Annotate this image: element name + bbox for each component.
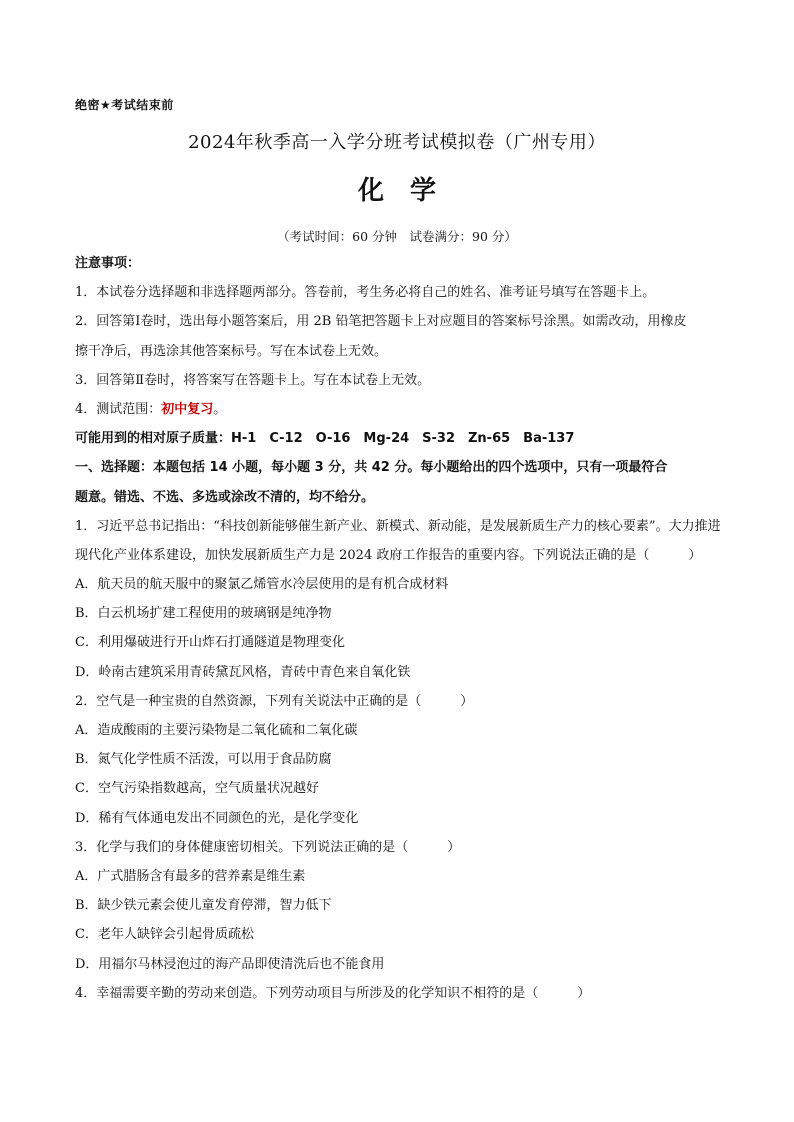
- notes-heading: 注意事项：: [75, 256, 141, 271]
- atomic-mass-line: 可能用到的相对原子质量：H-1 C-12 O-16 Mg-24 S-32 Zn-65 Ba-137: [75, 431, 575, 447]
- question-1-option-b: B．白云机场扩建工程使用的玻璃钢是纯净物: [75, 606, 332, 622]
- question-2-option-b: B．氮气化学性质不活泼，可以用于食品防腐: [75, 752, 332, 768]
- question-2-stem: 2．空气是一种宝贵的自然资源，下列有关说法中正确的是（ ）: [75, 693, 474, 709]
- note-item-3: 3．回答第Ⅱ卷时，将答案写在答题卡上。写在本试卷上无效。: [75, 372, 431, 388]
- scope-prefix: 4．测试范围：: [75, 401, 162, 417]
- exam-title: 2024年秋季高一入学分班考试模拟卷（广州专用）: [188, 132, 606, 153]
- question-3-stem: 3．化学与我们的身体健康密切相关。下列说法正确的是（ ）: [75, 839, 461, 855]
- question-2-option-a: A．造成酸雨的主要污染物是二氧化硫和二氧化碳: [75, 723, 358, 738]
- question-1-stem-cont: 现代化产业体系建设，加快发展新质生产力是 2024 政府工作报告的重要内容。下列说法正确的是（ ）: [75, 547, 702, 563]
- section-1-heading-cont: 题意。错选、不选、多选或涂改不清的，均不给分。: [75, 489, 375, 505]
- question-3-option-d: D．用福尔马林浸泡过的海产品即使清洗后也不能食用: [75, 956, 385, 972]
- question-2-option-c: C．空气污染指数越高，空气质量状况越好: [75, 781, 319, 797]
- question-3-option-b: B．缺少铁元素会使儿童发育停滞，智力低下: [75, 898, 332, 914]
- scope-suffix: 。: [213, 401, 227, 417]
- question-3-option-a: A．广式腊肠含有最多的营养素是维生素: [75, 868, 306, 884]
- question-3-option-c: C．老年人缺锌会引起骨质疏松: [75, 927, 254, 943]
- note-item-2: 2．回答第Ⅰ卷时，选出每小题答案后，用 2B 铅笔把答题卡上对应题目的答案标号涂黑。如需改动，用橡皮: [75, 314, 687, 330]
- note-item-4: [75, 402, 725, 431]
- question-1-option-a: A．航天员的航天服中的聚氯乙烯管水冷层使用的是有机合成材料: [75, 577, 449, 593]
- question-1-option-d: D．岭南古建筑采用青砖黛瓦风格，青砖中青色来自氧化铁: [75, 664, 411, 680]
- note-item-1: 1．本试卷分选择题和非选择题两部分。答卷前，考生务必将自己的姓名、准考证号填写在答题卡上。: [75, 285, 656, 301]
- exam-content: [75, 256, 725, 1015]
- exam-time-score: （考试时间：60 分钟 试卷满分：90 分）: [277, 229, 517, 244]
- confidential-label: 绝密★考试结束前: [75, 98, 174, 112]
- note-item-2-cont: 擦干净后，再选涂其他答案标号。写在本试卷上无效。: [75, 343, 388, 359]
- scope-value: 初中复习: [161, 401, 214, 417]
- subject-title: 化学: [357, 176, 462, 206]
- question-1-option-c: C．利用爆破进行开山炸石打通隧道是物理变化: [75, 635, 345, 651]
- question-2-option-d: D．稀有气体通电发出不同颜色的光，是化学变化: [75, 810, 359, 826]
- question-1-stem: 1．习近平总书记指出：“科技创新能够催生新产业、新模式、新动能，是发展新质生产力的核心要素”。大力推进: [75, 518, 721, 534]
- section-1-heading: 一、选择题：本题包括 14 小题，每小题 3 分，共 42 分。每小题给出的四个选项中，只有一项最符合: [75, 460, 668, 476]
- question-4-stem: 4．幸福需要辛勤的劳动来创造。下列劳动项目与所涉及的化学知识不相符的是（ ）: [75, 985, 591, 1001]
